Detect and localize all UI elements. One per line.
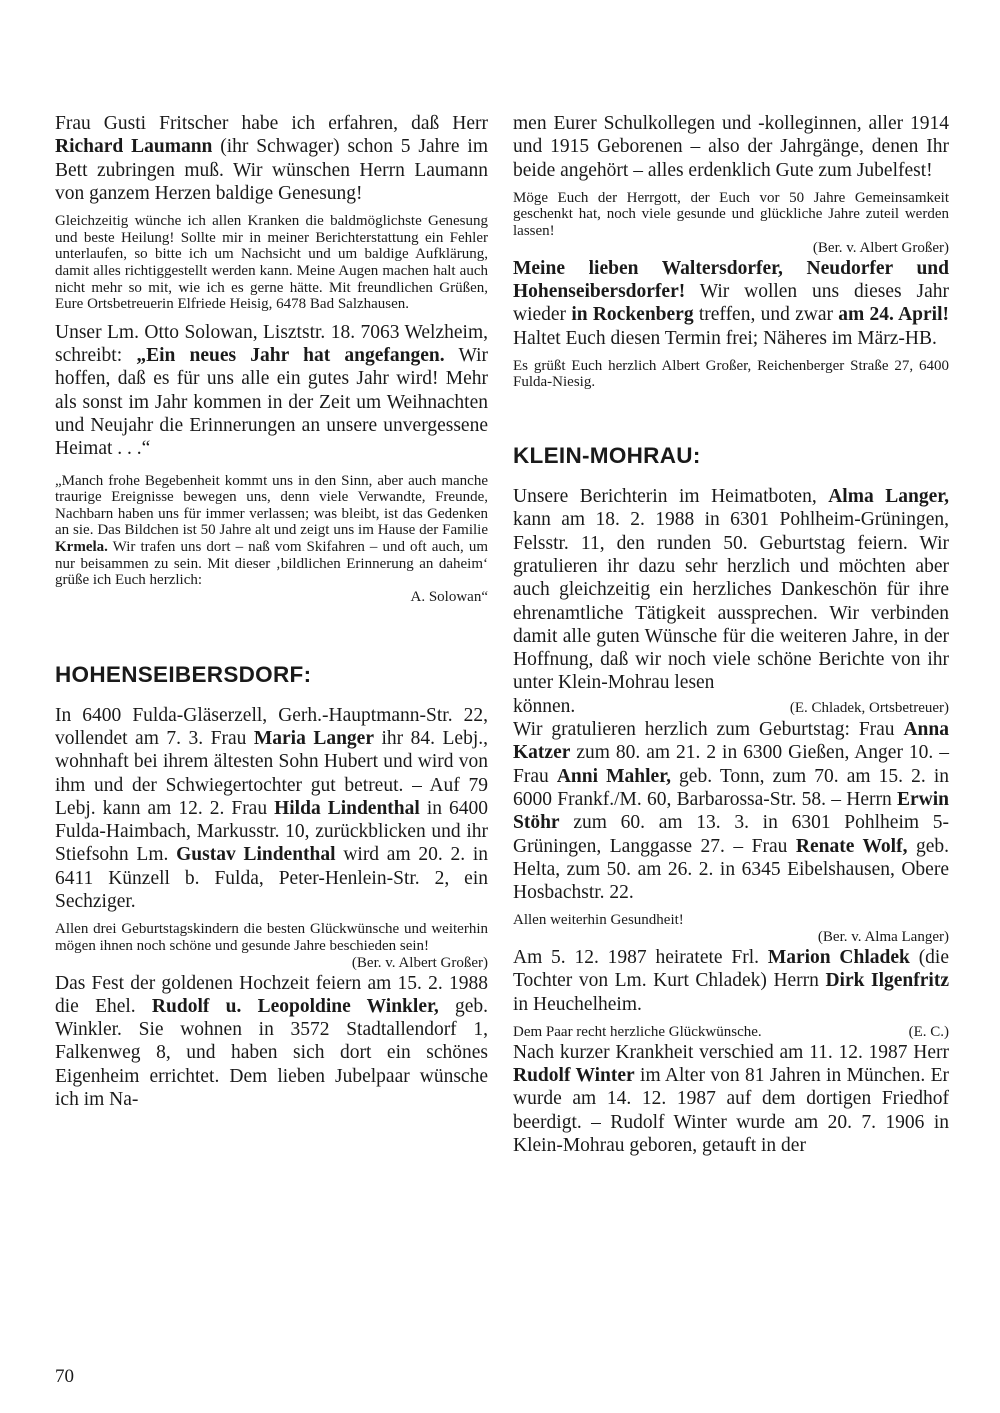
section-heading-hohenseibersdorf: HOHENSEIBERSDORF: — [55, 661, 312, 687]
line-couple-wishes: Dem Paar recht herzliche Glückwünsche. (E. C.) — [513, 1023, 949, 1040]
paragraph-wedding: Am 5. 12. 1987 heiratete Frl. Marion Chladek (die Tochter von Lm. Kurt Chladek) Herrn Dirk Ilgenfritz in Heuchelheim. — [513, 946, 950, 1015]
paragraph-laumann: Frau Gusti Fritscher habe ich erfahren, daß Herr Richard Laumann (ihr Schwager) schon 5 Jahre im Bett zubringen muß. Wir wünschen Herrn Laumann von ganzem Herzen baldige Genesung! — [55, 113, 488, 204]
left-column — [55, 112, 488, 1111]
page-number: 70 — [55, 1366, 74, 1387]
signature-grosser-right: (Ber. v. Albert Großer) — [812, 239, 949, 256]
name-alma-langer: Alma Langer, — [828, 486, 949, 508]
paragraph-solowan: Unser Lm. Otto Solowan, Lisztstr. 18. 7063 Welzheim, schreibt: „Ein neues Jahr hat angefangen. Wir hoffen, daß es für uns alle ein gutes Jahr wird! Mehr als sonst im Jahr kommen in der Zeit um Weihnachten und Neujahr die Erinnerungen an unsere unvergessene Heimat . . .“ — [55, 321, 488, 460]
signature-ec: (E. C.) — [908, 1023, 949, 1040]
place-rockenberg: in Rockenberg — [571, 304, 694, 326]
signature-solowan: A. Solowan“ — [410, 588, 488, 605]
name-renate-wolf: Renate Wolf, — [795, 835, 908, 857]
name-maria-langer: Maria Langer — [253, 727, 374, 749]
paragraph-jubilee-wishes: men Eurer Schulkollegen und -kolleginnen, aller 1914 und 1915 Geborenen – also der Jahrgänge, denen Ihr beide angehört – alles erdenklich Gute zum Jubelfest! — [513, 113, 949, 181]
name-anni-mahler: Anni Mahler, — [556, 765, 671, 787]
paragraph-rockenberg-meeting: Meine lieben Waltersdorfer, Neudorfer und Hohenseibersdorfer! Wir wollen uns dieses Jahr wieder in Rockenberg treffen, und zwar am 24. April! Haltet Euch diesen Termin frei; Näheres im März-HB. — [513, 257, 949, 349]
right-column — [513, 112, 949, 1157]
paragraph-alma-langer: Unsere Berichterin im Heimatboten, Alma Langer, kann am 18. 2. 1988 in 6301 Pohlheim-Grüningen, Felsstr. 11, den runden 50. Geburtstag feiern. Wir gratulieren ihr dazu sehr herzlich und möchten aber auch gleichzeitig ein herzliches Dankeschön für ihre ehrenamtliche Tätigkeit aussprechen. Wir verbinden damit alle guten Wünsche für die weiteren Jahre, in der Hoffnung, daß wir noch viele schöne Berichte von ihr unter Klein-Mohrau lesen — [513, 486, 949, 694]
paragraph-golden-wedding: Das Fest der goldenen Hochzeit feiern am 15. 2. 1988 die Ehel. Rudolf u. Leopoldine Winkler, geb. Winkler. Sie wohnen in 3572 Stadtallendorf 1, Falkenweg 8, und haben sich dort ein schönes Eigenheim errichtet. Dem lieben Jubelpaar wünsche ich im Na- — [55, 972, 488, 1111]
name-rudolf-winter: Rudolf Winter — [513, 1065, 635, 1087]
date-24-april: am 24. April! — [838, 304, 949, 326]
name-erwin-stoehr: Erwin Stöhr — [513, 788, 949, 834]
paragraph-hohen-birthdays: In 6400 Fulda-Gläserzell, Gerh.-Hauptmann-Str. 22, vollendet am 7. 3. Frau Maria Langer ihr 84. Lebj., wohnhaft bei ihrem ältesten Sohn Hubert und wird von ihm und der Schwiegertochter gut betreut. – Auf 79 Lebj. kann am 12. 2. Frau Hilda Lindenthal in 6400 Fulda-Haimbach, Markusstr. 10, zurückblicken und ihr Stiefsohn Lm. Gustav Lindenthal wird am 20. 2. in 6411 Künzell b. Fulda, Peter-Henlein-Str. 2, ein Sechziger. — [55, 704, 489, 913]
name-marion-chladek: Marion Chladek — [767, 946, 910, 968]
line-koennen-signature: können. (E. Chladek, Ortsbetreuer) — [513, 695, 949, 717]
paragraph-rudolf-winter: Nach kurzer Krankheit verschied am 11. 12. 1987 Herr Rudolf Winter im Alter von 81 Jahren in München. Er wurde am 14. 12. 1987 auf dem dortigen Friedhof beerdigt. – Rudolf Winter wurde am 20. 7. 1906 in Klein-Mohrau geboren, getauft in der — [513, 1041, 949, 1157]
section-heading-klein-mohrau: KLEIN-MOHRAU: — [513, 443, 701, 469]
name-dirk-ilgenfritz: Dirk Ilgenfritz — [825, 970, 949, 992]
paragraph-heisig-greeting: Gleichzeitig wünche ich allen Kranken die baldmöglichste Genesung und beste Heilung! Sollte mir in meiner Berichterstattung ein Fehler unterlaufen, so bitte ich um Nachsicht und um baldige Aufklärung, damit alles richtiggestellt werden kann. Meine Augen machen halt auch nicht mehr so mit, wie ich es gerne hätte. Mit freundlichen Grüßen, Eure Ortsbetreuerin Elfriede Heisig, 6478 Bad Salzhausen. — [55, 213, 488, 313]
greeting-waltersdorfer: Meine lieben Waltersdorfer, Neudorfer und Hohenseibersdorfer! — [513, 257, 949, 302]
paragraph-health-wishes: Allen weiterhin Gesundheit! — [513, 912, 684, 929]
paragraph-birthday-list: Wir gratulieren herzlich zum Geburtstag: Frau Anna Katzer zum 80. am 21. 2 in 6300 Gießen, Anger 10. – Frau Anni Mahler, geb. Tonn, zum 70. am 15. 2. in 6000 Frankf./M. 60, Barbarossa-Str. 58. – Herrn Erwin Stöhr zum 60. am 13. 3. in 6301 Pohlheim 5-Grüningen, Langgasse 27. – Frau Renate Wolf, geb. Helta, zum 50. am 26. 2. in 6345 Eibelshausen, Obere Hosbachstr. 22. — [513, 719, 949, 904]
paragraph-blessing: Möge Euch der Herrgott, der Euch vor 50 Jahre Gemeinsamkeit geschenkt hat, noch viele gesunde und glückliche Jahre zuteil werden lassen! — [513, 189, 949, 240]
signature-alma-langer: (Ber. v. Alma Langer) — [817, 928, 949, 945]
name-anna-katzer: Anna Katzer — [513, 719, 949, 764]
name-hilda-lindenthal: Hilda Lindenthal — [274, 797, 420, 819]
signature-chladek: (E. Chladek, Ortsbetreuer) — [789, 699, 949, 716]
paragraph-birthday-wishes: Allen drei Geburtstagskindern die besten Glückwünsche und weiterhin mögen ihnen noch schöne und gesunde Jahre beschieden sein! — [55, 921, 488, 954]
paragraph-grosser-address: Es grüßt Euch herzlich Albert Großer, Reichenberger Straße 27, 6400 Fulda-Niesig. — [513, 357, 949, 391]
name-winkler: Rudolf u. Leopoldine Winkler, — [151, 995, 439, 1017]
quote-neues-jahr: „Ein neues Jahr hat angefangen. — [136, 345, 445, 367]
signature-grosser: (Ber. v. Albert Großer) — [351, 954, 488, 971]
name-richard-laumann: Richard Laumann — [55, 136, 213, 158]
name-krmela: Krmela. — [55, 538, 108, 555]
name-gustav-lindenthal: Gustav Lindenthal — [176, 844, 336, 866]
paragraph-solowan-letter: „Manch frohe Begebenheit kommt uns in den Sinn, aber auch manche traurige Ereignisse bewegen uns, denn viele Verwandte, Freunde, Nachbarn haben uns für immer verlassen; was bleibt, ist das Gedenken an sie. Das Bildchen ist 50 Jahre alt und zeigt uns im Hause der Familie Krmela. Wir trafen uns dort – naß vom Skifahren – und oft auch, um nur beisammen zu sein. Mit dieser ‚bildlichen Erinnerung an daheim‘ grüße ich Euch herzlich: — [55, 472, 488, 589]
